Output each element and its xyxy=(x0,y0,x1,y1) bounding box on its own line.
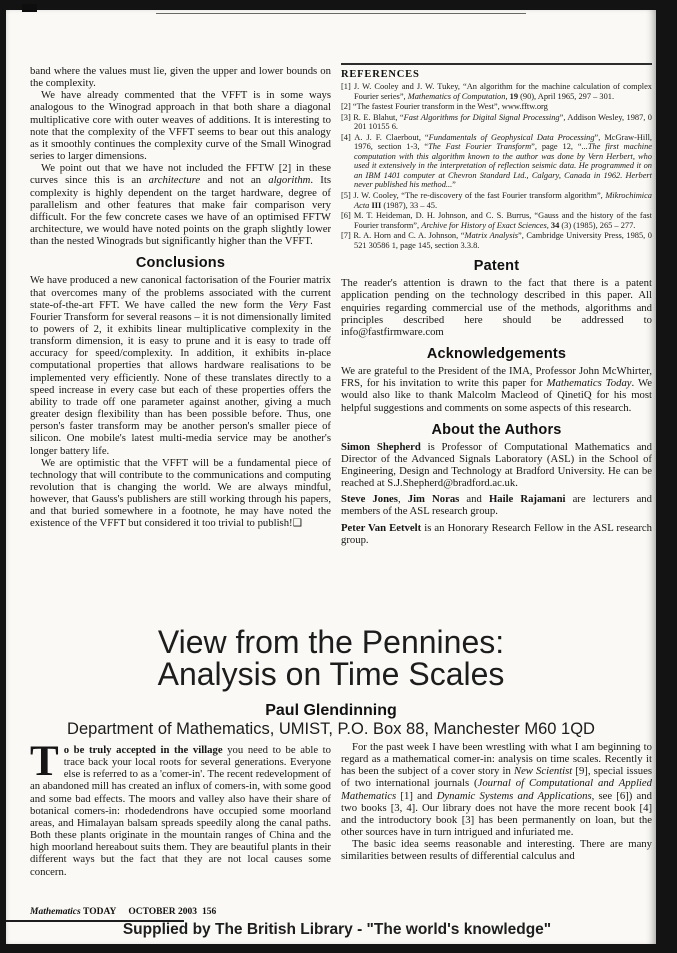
acknowledgements-paragraph: We are grateful to the President of the IMA, Professor John McWhirter, FRS, for his invitation to write this paper for Mathematics Today. We would also like to thank Malcolm Macleod of QinetiQ for his most helpful suggestions and comments on some aspects of this research. xyxy=(341,365,652,414)
reference-number: [7] xyxy=(341,231,351,241)
issue-date: OCTOBER 2003 xyxy=(128,907,198,917)
article-affiliation: Department of Mathematics, UMIST, P.O. Box 88, Manchester M60 1QD xyxy=(67,720,595,738)
reference-number: [2] xyxy=(341,102,351,112)
reference-text: R. A. Horn and C. A. Johnson, “Matrix Analysis”, Cambridge University Press, 1985, 0 521 30586 1, page 145, section 3.3.8. xyxy=(353,231,652,250)
article-title xyxy=(6,626,656,690)
page-number: 156 xyxy=(202,907,217,917)
reference-number: [5] xyxy=(341,191,351,201)
reference-item xyxy=(341,211,652,230)
paragraph-text: o be truly accepted in the village you need to be able to trace back your local roots for several generations. Everyone else is referred to as a 'comer-in'. The recent redevelopment of an abandoned mill has created an influx of comers-in, with some good and some bad effects. The moors and valley also have their share of botanical comers-in: rhodedendrons have occupied some moorland areas, and Himalayan balsam spreads speedily along the canal paths. Both these plants originate in the mountain ranges of China and the high moorland hereabout suits them. They are beautiful plants in their different ways but the fact that they are not local causes some concern. xyxy=(30,744,331,878)
paragraph: We have already commented that the VFFT is in some ways analogous to the Winograd approach in that both share a diagonal multiplicative core with outer weaves of additions. It is interesting to note that the complexity of the VFFT seems to bear out this analogy as it smoothly continues the complexity curve of the Small Winograd series to larger dimensions. xyxy=(30,89,331,163)
reference-number: [3] xyxy=(341,112,351,122)
reference-number: [6] xyxy=(341,211,351,221)
about-authors-heading: About the Authors xyxy=(431,421,562,438)
conclusions-heading: Conclusions xyxy=(135,255,226,272)
patent-heading: Patent xyxy=(473,258,520,275)
library-supplied-stamp: Supplied by The British Library - "The world's knowledge" xyxy=(122,921,552,938)
scan-artifact xyxy=(22,4,37,12)
paragraph xyxy=(30,738,331,878)
reference-item xyxy=(341,133,652,190)
references-heading: REFERENCES xyxy=(341,69,420,80)
article-columns xyxy=(30,738,652,878)
journal-footer xyxy=(30,907,216,917)
reference-number: [4] xyxy=(341,132,351,142)
reference-item xyxy=(341,191,652,210)
paragraph: The basic idea seems reasonable and interesting. There are many similarities between results of differential calculus and xyxy=(341,838,652,863)
paragraph: We point out that we have not included the FFTW [2] in these curves since this is an architecture and not an algorithm. Its complexity is highly dependent on the target hardware, degree of parallelism and other features that make fair comparison very difficult. For the few concrete cases we have of an optimised FFTW architecture, we would have noted points on the graph slightly lower than the nested Winograds but significantly higher than the VFFT. xyxy=(30,162,331,248)
paper-left-column xyxy=(30,62,331,550)
references-divider xyxy=(341,63,652,65)
journal-name-italic: Mathematics xyxy=(30,907,81,917)
paper-columns xyxy=(30,62,652,550)
journal-name-bold: TODAY xyxy=(83,907,117,917)
reference-number: [1] xyxy=(341,82,351,91)
paragraph: We are optimistic that the VFFT will be a fundamental piece of technology that will contribute to the communications and computing revolution that is changing the world. We are always mindful, however, that Gauss's publishers are still working through his papers, and that buried somewhere in a footnote, he may have noted the existence of the VFFT but considered it too trivial to publish!❑ xyxy=(30,456,331,530)
article-title-line2: Analysis on Time Scales xyxy=(157,656,505,692)
article-right-column xyxy=(341,741,652,878)
paper-right-column xyxy=(341,62,652,550)
reference-text: “The fastest Fourier transform in the West”, www.fftw.org xyxy=(352,102,548,112)
author-bio: Steve Jones, Jim Noras and Haile Rajamani are lecturers and members of the ASL research group. xyxy=(341,493,652,518)
reference-text: J. W. Cooley and J. W. Tukey, “An algorithm for the machine calculation of complex Fourier series”, Mathematics of Computation, 19 (90), April 1965, 297 – 301. xyxy=(353,82,652,101)
article-title-line1: View from the Pennines: xyxy=(157,624,505,660)
reference-item xyxy=(341,102,652,112)
reference-text: A. J. F. Claerbout, “Fundamentals of Geophysical Data Processing”, McGraw-Hill, 1976, section 1-3, “The Fast Fourier Transform”, page 12, “...The first machine computation with this algorithm known to the author was done by Vern Herbert, who used it extensively in the interpretation of reflection seismic data. He programmed it on an IBM 1401 computer at Chevron Standard Ltd., Calgary, Canada in 1962. Herbert never published his method...” xyxy=(354,132,653,190)
acknowledgements-heading: Acknowledgements xyxy=(426,346,567,363)
article-byline: Paul Glendinning xyxy=(265,702,397,719)
reference-item xyxy=(341,82,652,101)
paragraph: We have produced a new canonical factorisation of the Fourier matrix that overcomes many of the problems associated with the current state-of-the-art FFT. We have called the new form the Very Fast Fourier Transform for several reasons – it is not dimensionally limited to powers of 2, it exhibits linear multiplicative complexity in the transform dimension, it is easy to prune and it is easy to trade off accuracy for speed/complexity. In addition, it exhibits in-place computational properties that allows hardware realisations to be implemented very efficiently. None of these translates directly to a speed increase in every case but each of these properties offers the ability to trade off one parameter against another, giving a much greater design flexibility than has been possible before. Thus, one person's faster transform may be another person's smaller piece of silicon. One mobile's latest multi-media service may be another's longer battery life. xyxy=(30,274,332,457)
author-bio: Peter Van Eetvelt is an Honorary Research Fellow in the ASL research group. xyxy=(341,521,652,546)
references-list xyxy=(341,82,652,250)
scan-artifact-line xyxy=(156,13,526,14)
paragraph: For the past week I have been wrestling with what I am beginning to regard as a mathematical comer-in: analysis on time scales. Recently it has been the subject of a cover story in New Scientist [9], special issues of two international journals (Journal of Computational and Applied Mathematics [1] and Dynamic Systems and Applications, see [6]) and two books [3, 4]. Our library does not have the more recent book [4] and the introductory book [3] has been permanently on loan, but the other sources have in turn intrigued and infuriated me. xyxy=(341,741,652,839)
reference-item xyxy=(341,113,652,132)
reference-text: R. E. Blahut, “Fast Algorithms for Digital Signal Processing”, Addison Wesley, 1987, 0 201 10155 6. xyxy=(353,112,652,132)
drop-cap: T xyxy=(30,738,59,785)
article-left-column xyxy=(30,738,331,878)
journal-page xyxy=(6,10,656,944)
author-bio: Simon Shepherd is Professor of Computational Mathematics and Director of the Advanced Signals Laboratory (ASL) in the School of Engineering, Design and Technology at Bradford University. He can be reached at S.J.Shepherd@bradford.ac.uk. xyxy=(341,440,652,490)
reference-text: M. T. Heideman, D. H. Johnson, and C. S. Burrus, “Gauss and the history of the fast Fourier transform”, Archive for History of Exact Sciences, 34 (3) (1985), 265 – 277. xyxy=(353,211,653,230)
reference-item xyxy=(341,231,652,250)
paragraph: band where the values must lie, given the upper and lower bounds on the complexity. xyxy=(30,65,331,90)
patent-paragraph: The reader's attention is drawn to the fact that there is a patent application pending on the technology described in this paper. All enquiries regarding commercial use of the methods, algorithms and principles described here should be addressed to info@fastfirmware.com xyxy=(341,277,652,338)
reference-text: J. W. Cooley, “The re-discovery of the fast Fourier transform algorithm”, Mikrochimica Acta III (1987), 33 – 45. xyxy=(353,191,652,210)
